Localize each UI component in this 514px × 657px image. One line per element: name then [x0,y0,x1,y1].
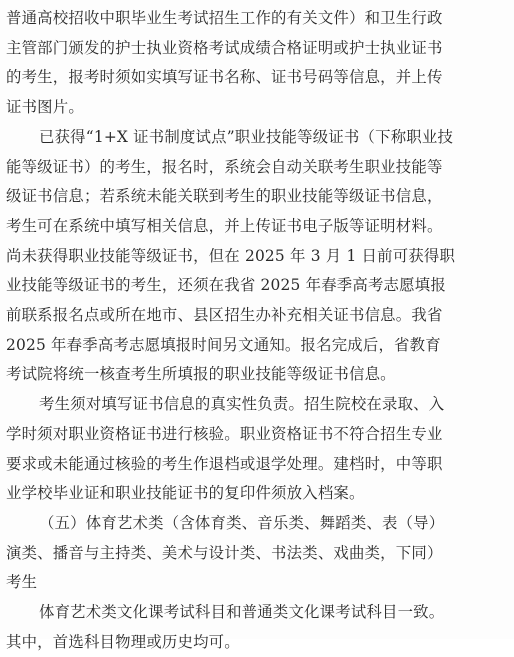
section-heading-sports-arts [6,509,508,598]
text-line: 的考生，报考时须如实填写证书名称、证书号码等信息，并上传 [6,68,443,87]
text-line: 考生可在系统中填写相关信息，并上传证书电子版等证明材料。 [6,216,443,235]
text-line: 其中，首选科目物理或历史均可。 [6,632,240,651]
text-line: 考生须对填写证书信息的真实性负责。招生院校在录取、入 [39,395,445,414]
text-line: 主管部门颁发的护士执业资格考试成绩合格证明或护士执业证书 [6,38,443,57]
text-line: 证书图片。 [6,98,84,117]
text-line: 演类、播音与主持类、美术与设计类、书法类、戏曲类，下同） [6,543,443,562]
text-line: 级证书信息；若系统未能关联到考生的职业技能等级证书信息， [6,187,443,206]
text-line: 考生 [6,573,38,592]
text-line: 学时须对职业资格证书进行核验。职业资格证书不符合招生专业 [6,424,443,443]
paragraph-certificate-upload [6,4,508,123]
text-line: 要求或未能通过核验的考生作退档或退学处理。建档时，中等职 [6,454,443,473]
text-line: （五）体育艺术类（含体育类、音乐类、舞蹈类、表（导） [39,513,445,532]
text-line: 尚未获得职业技能等级证书，但在 2025 年 3 月 1 日前可获得职 [6,246,456,265]
text-line: 业技能等级证书的考生，还须在我省 2025 年春季高考志愿填报 [6,276,446,295]
text-line: 体育艺术类文化课考试科目和普通类文化课考试科目一致。 [39,603,445,622]
paragraph-sports-arts-subjects [6,598,508,657]
text-line: 前联系报名点或所在地市、县区招生办补充相关证书信息。我省 [6,306,443,325]
text-line: 2025 年春季高考志愿填报时间另文通知。报名完成后，省教育 [6,335,441,354]
text-line: 能等级证书）的考生，报名时，系统会自动关联考生职业技能等 [6,157,443,176]
paragraph-skill-level-certificate [6,123,508,390]
text-line: 考试院将统一核查考生所填报的职业技能等级证书信息。 [6,365,396,384]
text-line: 业学校毕业证和职业技能证书的复印件须放入档案。 [6,484,365,503]
paragraph-certificate-authenticity [6,390,508,509]
text-line: 已获得“1+X 证书制度试点”职业技能等级证书（下称职业技 [39,127,454,146]
text-line: 普通高校招收中职毕业生考试招生工作的有关文件）和卫生行政 [6,9,443,27]
